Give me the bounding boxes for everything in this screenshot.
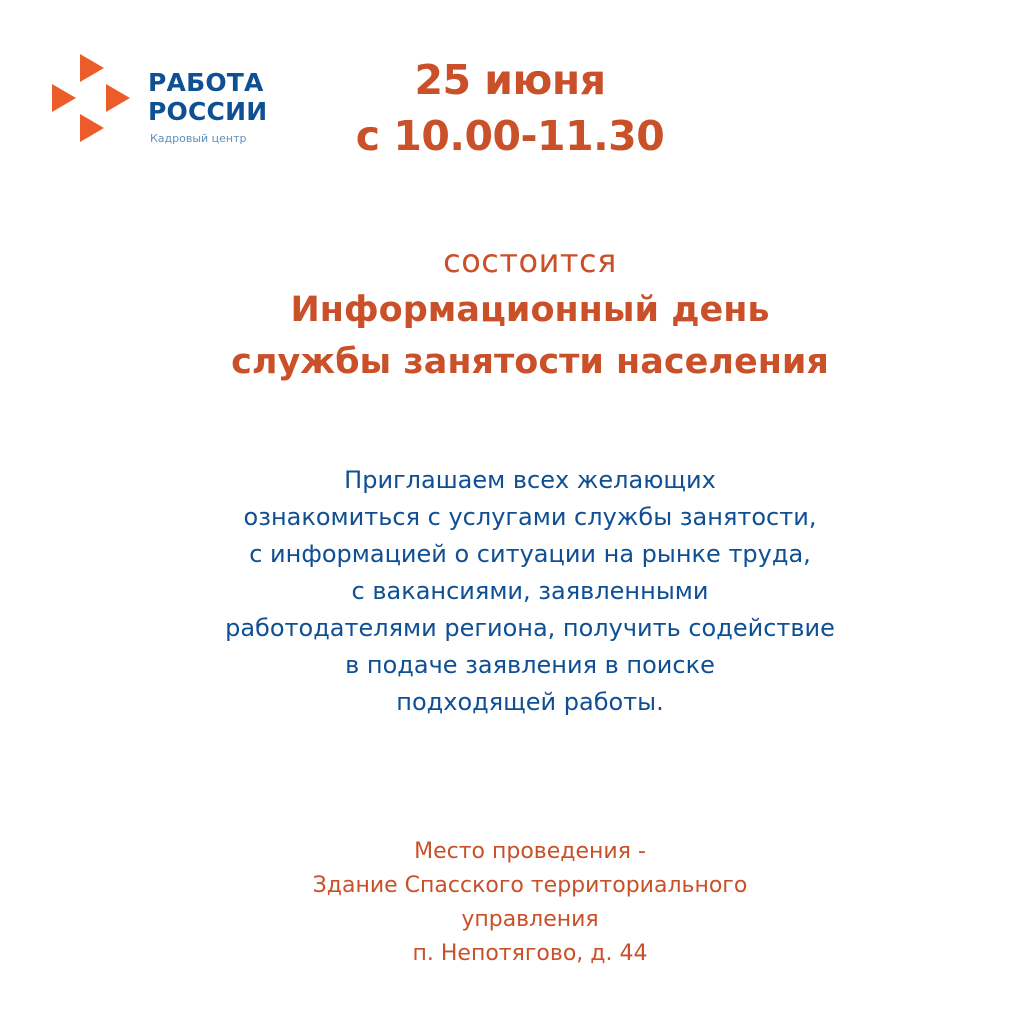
logo-title-line2: РОССИИ	[148, 97, 268, 126]
venue-line: Здание Спасского территориального	[312, 873, 748, 898]
event-title-line1: Информационный день	[290, 290, 770, 330]
venue-line: управления	[461, 907, 599, 932]
invitation-line: с информацией о ситуации на рынке труда,	[249, 540, 811, 568]
invitation-line: Приглашаем всех желающих	[344, 466, 716, 494]
event-date: 25 июня	[414, 56, 606, 104]
event-date-time	[250, 52, 770, 164]
event-heading	[80, 238, 980, 388]
event-title-line2: службы занятости населения	[231, 342, 829, 382]
invitation-line: с вакансиями, заявленными	[351, 577, 709, 605]
invitation-text	[80, 462, 980, 721]
invitation-line: работодателями региона, получить содействие	[225, 614, 835, 642]
venue-line: Место проведения -	[414, 839, 646, 864]
venue-info	[80, 835, 980, 971]
invitation-line: подходящей работы.	[396, 688, 664, 716]
event-pre-text: состоится	[443, 242, 617, 280]
event-time: с 10.00-11.30	[355, 112, 665, 160]
arrows-logo-icon	[52, 54, 134, 144]
logo-title-line1: РАБОТА	[148, 68, 264, 97]
venue-line: п. Непотягово, д. 44	[412, 941, 648, 966]
invitation-line: в подаче заявления в поиске	[345, 651, 715, 679]
invitation-line: ознакомиться с услугами службы занятости,	[243, 503, 817, 531]
logo-subtitle: Кадровый центр	[150, 132, 247, 145]
